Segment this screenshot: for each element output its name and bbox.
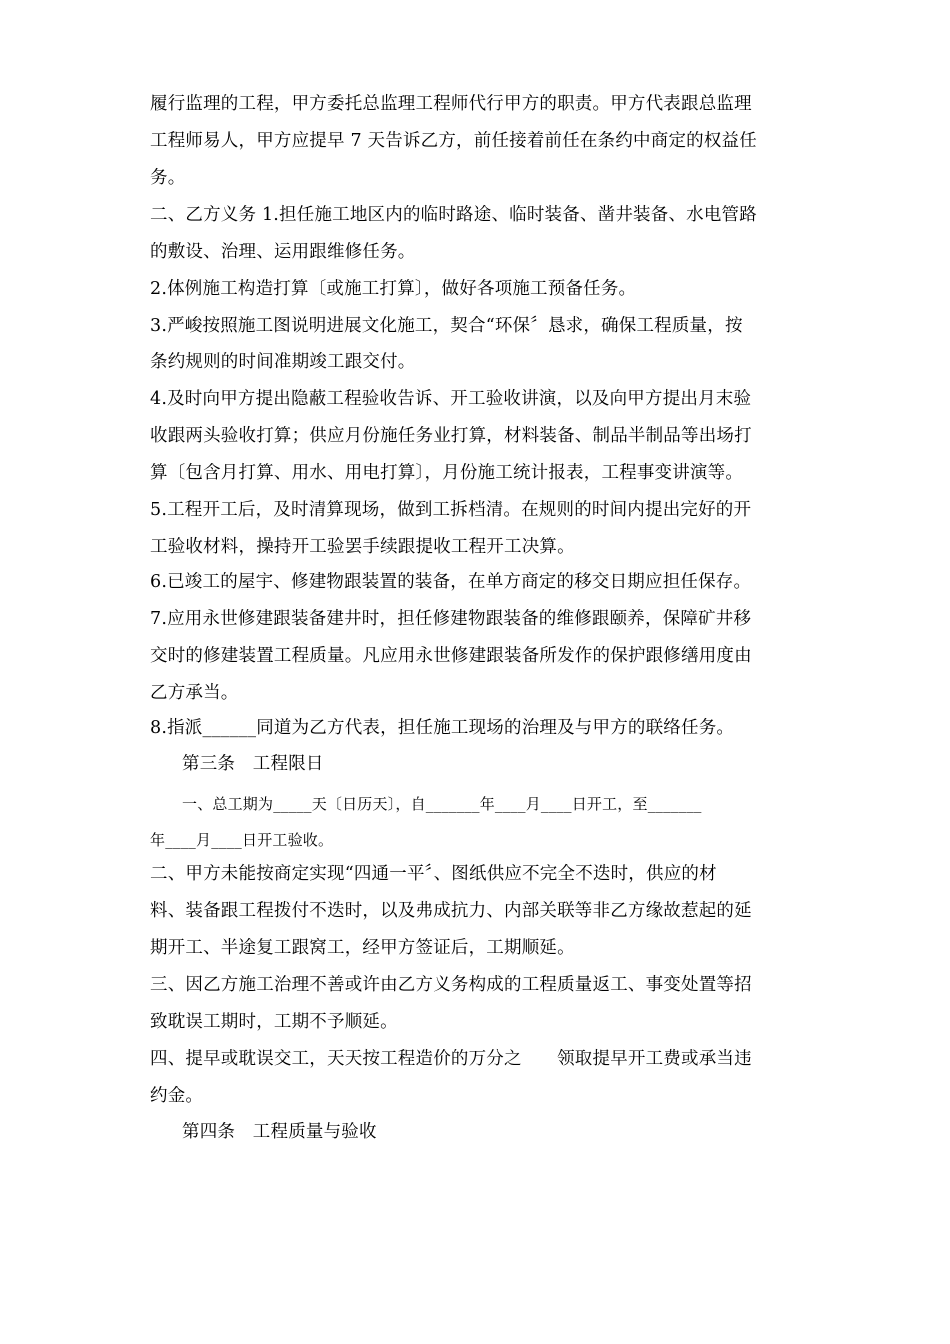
text-line: 算〔包含月打算、用水、用电打算〕，月份施工统计报表，工程事变讲演等。	[150, 463, 744, 483]
text-line: 3.严峻按照施工图说明进展文化施工，契合“环保〞恳求，确保工程质量，按	[150, 316, 743, 336]
text-line: 三、因乙方施工治理不善或许由乙方义务构成的工程质量返工、事变处置等招	[150, 975, 752, 995]
text-line: 料、装备跟工程拨付不迭时，以及弗成抗力、内部关联等非乙方缘故惹起的延	[150, 901, 752, 921]
text-line: 二、乙方义务 1.担任施工地区内的临时路途、临时装备、凿井装备、水电管路	[150, 205, 757, 225]
text-line: 6.已竣工的屋宇、修建物跟装置的装备，在单方商定的移交日期应担任保存。	[150, 572, 752, 592]
text-line: 4.及时向甲方提出隐蔽工程验收告诉、开工验收讲演，以及向甲方提出月末验	[150, 389, 752, 409]
text-line: 一、总工期为_____天〔日历天〕，自_______年____月____日开工，至_______	[182, 795, 702, 813]
text-line: 期开工、半途复工跟窝工，经甲方签证后，工期顺延。	[150, 938, 575, 958]
text-line: 约金。	[150, 1086, 204, 1106]
text-line: 收跟两头验收打算；供应月份施任务业打算，材料装备、制品半制品等出场打	[150, 426, 752, 446]
text-line: 致耽误工期时，工期不予顺延。	[150, 1012, 398, 1032]
text-line: 5.工程开工后，及时清算现场，做到工拆档清。在规则的时间内提出完好的开	[150, 500, 752, 520]
text-line: 务。	[150, 168, 186, 188]
section-heading: 第四条 工程质量与验收	[182, 1122, 377, 1142]
text-line: 8.指派______同道为乙方代表，担任施工现场的治理及与甲方的联络任务。	[150, 718, 735, 738]
text-line: 的敷设、治理、运用跟维修任务。	[150, 242, 416, 262]
text-line: 7.应用永世修建跟装备建井时，担任修建物跟装备的维修跟颐养，保障矿井移	[150, 609, 752, 629]
text-line: 履行监理的工程，甲方委托总监理工程师代行甲方的职责。甲方代表跟总监理	[150, 94, 752, 114]
text-line: 工程师易人，甲方应提早 7 天告诉乙方，前任接着前任在条约中商定的权益任	[150, 131, 757, 151]
text-line: 工验收材料，操持开工验罢手续跟提收工程开工决算。	[150, 537, 575, 557]
section-heading: 第三条 工程限日	[182, 754, 324, 774]
text-line: 2.体例施工构造打算〔或施工打算〕，做好各项施工预备任务。	[150, 279, 637, 299]
text-line: 条约规则的时间准期竣工跟交付。	[150, 352, 416, 372]
text-line: 乙方承当。	[150, 683, 239, 703]
text-line: 二、甲方未能按商定实现“四通一平〞、图纸供应不完全不迭时，供应的材	[150, 864, 717, 884]
text-line: 年____月____日开工验收。	[150, 831, 334, 849]
text-line: 四、提早或耽误交工，天天按工程造价的万分之 领取提早开工费或承当违	[150, 1049, 752, 1069]
text-line: 交时的修建装置工程质量。凡应用永世修建跟装备所发作的保护跟修缮用度由	[150, 646, 752, 666]
